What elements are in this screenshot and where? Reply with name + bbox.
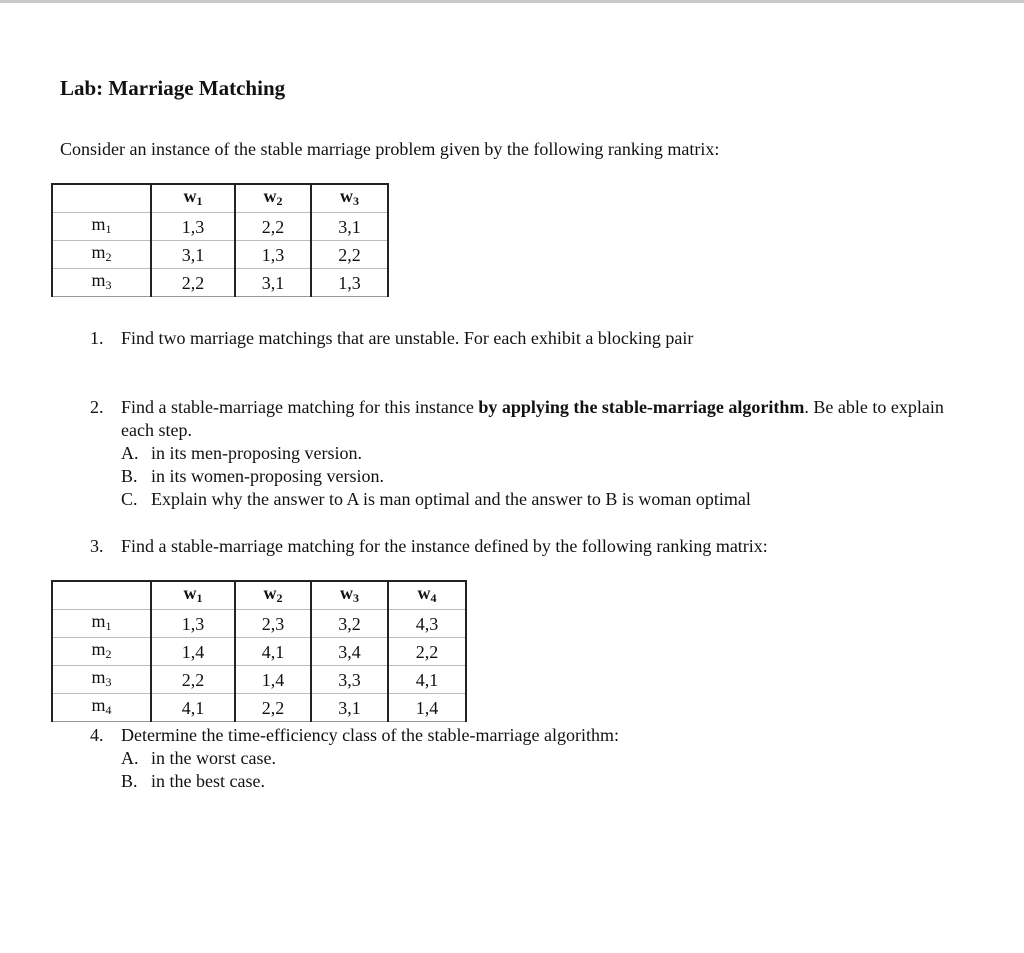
intro-text: Consider an instance of the stable marriage problem given by the following ranking matrix: xyxy=(60,139,720,159)
header-row xyxy=(52,581,466,610)
ranking-cell: 3,3 xyxy=(311,666,388,694)
question-number: 2. xyxy=(90,397,104,417)
page-title: Lab: Marriage Matching xyxy=(60,76,286,100)
sub-item xyxy=(121,488,751,511)
ranking-cell: 4,1 xyxy=(235,638,311,666)
column-header: $w_1$ xyxy=(151,581,235,610)
sub-text: in the best case. xyxy=(151,771,265,791)
row-header: $m_2$ xyxy=(52,638,151,666)
column-header: $w_1$ xyxy=(151,184,235,213)
question-text xyxy=(121,396,966,442)
sub-label: B. xyxy=(121,466,138,486)
ranking-cell: 3,4 xyxy=(311,638,388,666)
column-header: $w_2$ xyxy=(235,581,311,610)
question-text: Find a stable-marriage matching for the instance defined by the following ranking matrix: xyxy=(121,536,768,556)
row-header: $m_1$ xyxy=(52,213,151,241)
table-row xyxy=(52,241,388,269)
question-number: 4. xyxy=(90,725,104,745)
ranking-matrix-4x4 xyxy=(51,580,467,722)
row-header: $m_2$ xyxy=(52,241,151,269)
sub-item xyxy=(121,465,384,488)
corner-cell xyxy=(52,184,151,213)
column-header: $w_3$ xyxy=(311,581,388,610)
ranking-cell: 3,1 xyxy=(235,269,311,297)
ranking-cell: 2,2 xyxy=(235,213,311,241)
ranking-cell: 4,1 xyxy=(388,666,466,694)
ranking-cell: 1,4 xyxy=(388,694,466,722)
table-row xyxy=(52,666,466,694)
sub-label: A. xyxy=(121,748,139,768)
ranking-cell: 2,3 xyxy=(235,610,311,638)
ranking-cell: 1,3 xyxy=(235,241,311,269)
column-header: $w_4$ xyxy=(388,581,466,610)
row-header: $m_1$ xyxy=(52,610,151,638)
sub-text: in its men-proposing version. xyxy=(151,443,362,463)
column-header: $w_3$ xyxy=(311,184,388,213)
sub-label: B. xyxy=(121,771,138,791)
ranking-cell: 2,2 xyxy=(151,666,235,694)
question-number: 3. xyxy=(90,536,104,556)
ranking-cell: 2,2 xyxy=(151,269,235,297)
text-pre: Find a stable-marriage matching for this instance xyxy=(121,397,479,417)
ranking-cell: 1,4 xyxy=(151,638,235,666)
ranking-cell: 3,1 xyxy=(311,694,388,722)
sub-text: Explain why the answer to A is man optimal and the answer to B is woman optimal xyxy=(151,489,751,509)
table-row xyxy=(52,638,466,666)
table-row xyxy=(52,610,466,638)
ranking-cell: 3,1 xyxy=(151,241,235,269)
text-post: . Be able to explain each step. xyxy=(121,397,944,440)
top-border xyxy=(0,0,1024,3)
ranking-cell: 4,3 xyxy=(388,610,466,638)
row-header: $m_3$ xyxy=(52,666,151,694)
ranking-cell: 4,1 xyxy=(151,694,235,722)
ranking-cell: 2,2 xyxy=(235,694,311,722)
table-row xyxy=(52,213,388,241)
sub-item xyxy=(121,747,276,770)
sub-label: A. xyxy=(121,443,139,463)
ranking-cell: 1,3 xyxy=(151,213,235,241)
sub-text: in its women-proposing version. xyxy=(151,466,384,486)
sub-label: C. xyxy=(121,489,138,509)
table-row xyxy=(52,694,466,722)
table-row xyxy=(52,269,388,297)
header-row xyxy=(52,184,388,213)
ranking-cell: 2,2 xyxy=(388,638,466,666)
ranking-cell: 3,2 xyxy=(311,610,388,638)
ranking-matrix-3x3 xyxy=(51,183,389,297)
sub-text: in the worst case. xyxy=(151,748,276,768)
sub-item xyxy=(121,442,362,465)
ranking-cell: 1,3 xyxy=(151,610,235,638)
ranking-cell: 1,4 xyxy=(235,666,311,694)
ranking-cell: 2,2 xyxy=(311,241,388,269)
question-text: Find two marriage matchings that are unstable. For each exhibit a blocking pair xyxy=(121,328,694,348)
question-1 xyxy=(0,327,1024,350)
ranking-cell: 1,3 xyxy=(311,269,388,297)
sub-item xyxy=(121,770,265,793)
row-header: $m_4$ xyxy=(52,694,151,722)
column-header: $w_2$ xyxy=(235,184,311,213)
corner-cell xyxy=(52,581,151,610)
question-number: 1. xyxy=(90,328,104,348)
row-header: $m_3$ xyxy=(52,269,151,297)
text-bold: by applying the stable-marriage algorithm xyxy=(478,397,805,417)
ranking-cell: 3,1 xyxy=(311,213,388,241)
question-text: Determine the time-efficiency class of the stable-marriage algorithm: xyxy=(121,725,619,745)
